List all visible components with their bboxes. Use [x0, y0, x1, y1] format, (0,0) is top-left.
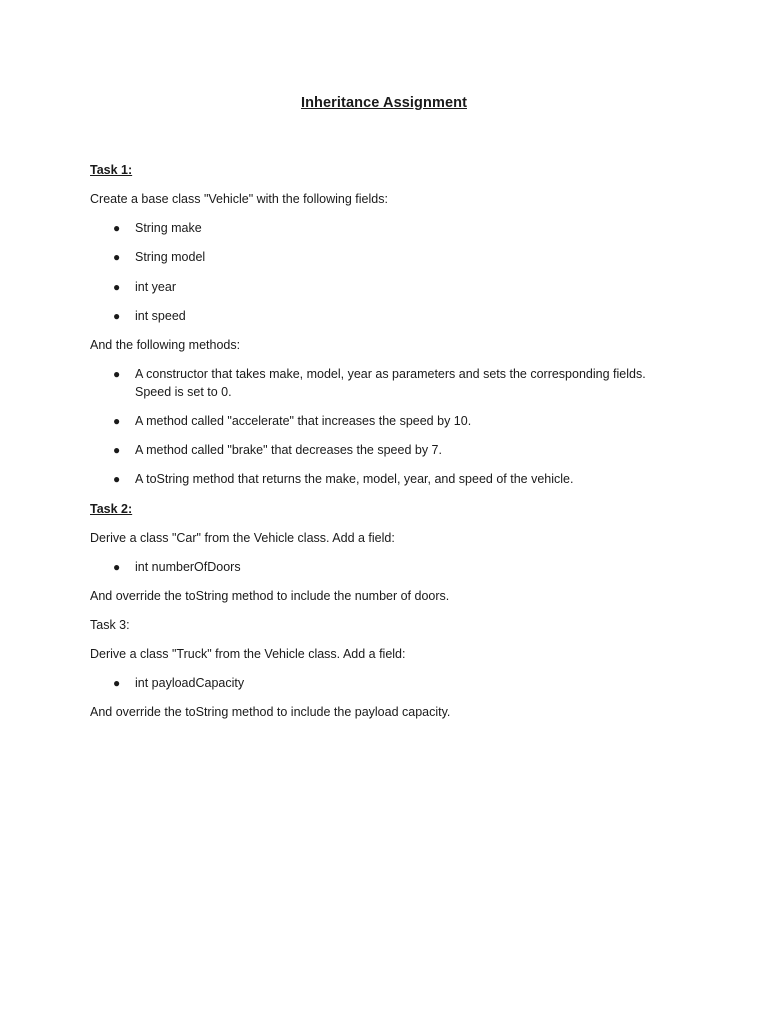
bullet-icon: ● — [113, 472, 121, 486]
bullet-icon: ● — [113, 221, 121, 235]
task1-method-item: A method called "brake" that decreases the speed by 7. — [135, 443, 442, 457]
task1-field-item: String model — [135, 250, 206, 264]
task1-method-item: A toString method that returns the make, model, year, and speed of the vehicle. — [135, 472, 574, 486]
task1-method-item: A constructor that takes make, model, year as parameters and sets the corresponding fields. — [135, 367, 646, 381]
bullet-icon: ● — [113, 250, 121, 264]
bullet-icon: ● — [113, 280, 121, 294]
bullet-icon: ● — [113, 443, 121, 457]
bullet-icon: ● — [113, 560, 121, 574]
bullet-icon: ● — [113, 309, 121, 323]
task2-intro: Derive a class "Car" from the Vehicle class. Add a field: — [90, 531, 395, 545]
bullet-icon: ● — [113, 414, 121, 428]
task1-method-item-continuation: Speed is set to 0. — [135, 385, 232, 399]
task3-intro: Derive a class "Truck" from the Vehicle class. Add a field: — [90, 647, 406, 661]
task1-method-item: A method called "accelerate" that increases the speed by 10. — [135, 414, 472, 428]
task1-intro: Create a base class "Vehicle" with the following fields: — [90, 192, 388, 206]
task3-heading: Task 3: — [90, 618, 130, 632]
task3-field-item: int payloadCapacity — [135, 676, 245, 690]
task1-methods-intro: And the following methods: — [90, 338, 241, 352]
bullet-icon: ● — [113, 367, 121, 381]
task2-field-item: int numberOfDoors — [135, 560, 241, 574]
task1-field-item: int year — [135, 280, 176, 294]
task1-field-item: String make — [135, 221, 202, 235]
task1-field-item: int speed — [135, 309, 186, 323]
task1-heading: Task 1: — [90, 163, 133, 177]
task3-closing: And override the toString method to include the payload capacity. — [90, 705, 451, 719]
task2-closing: And override the toString method to include the number of doors. — [90, 589, 450, 603]
document-title: Inheritance Assignment — [300, 95, 468, 111]
bullet-icon: ● — [113, 676, 121, 690]
task2-heading: Task 2: — [90, 502, 133, 516]
